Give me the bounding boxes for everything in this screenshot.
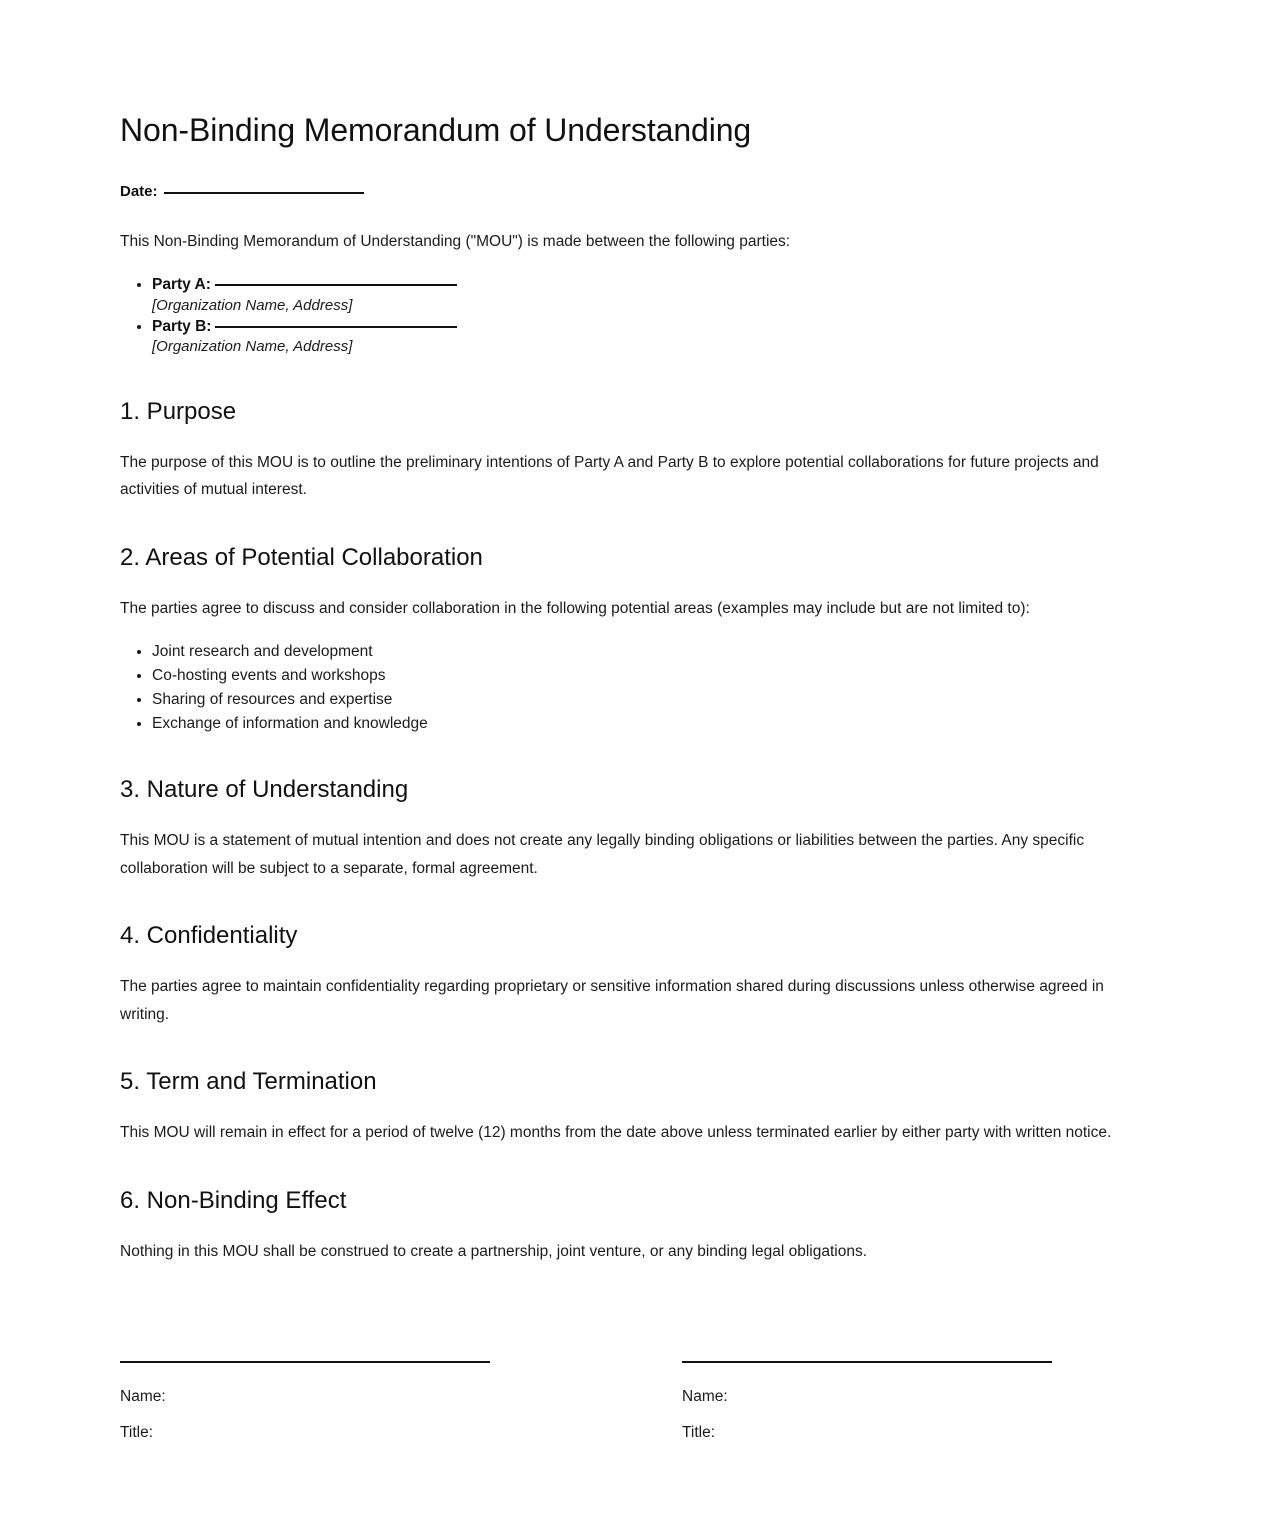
signature-line-left[interactable]	[120, 1361, 490, 1363]
section-heading-areas: 2. Areas of Potential Collaboration	[120, 544, 483, 572]
list-item: • Sharing of resources and expertise	[152, 688, 1133, 712]
date-label: Date:	[120, 182, 158, 200]
section-body-nonbinding: Nothing in this MOU shall be construed to create a partnership, joint venture, or any binding legal obligations.	[120, 1242, 868, 1260]
party-b-label: Party B:	[152, 317, 212, 335]
list-item	[152, 275, 1133, 317]
section-body-purpose: The purpose of this MOU is to outline the preliminary intentions of Party A and Party B to explore potential collaborations for future projects and activities of mutual interest.	[120, 453, 1099, 499]
section-body-confidentiality: The parties agree to maintain confidentiality regarding proprietary or sensitive information shared during discussions unless otherwise agreed in writing.	[120, 978, 1104, 1023]
signature-line-right[interactable]	[682, 1361, 1052, 1363]
signature-title-label-right: Title:	[682, 1423, 716, 1441]
party-a-blank-rule[interactable]	[215, 284, 457, 286]
party-b-blank-rule[interactable]	[215, 326, 457, 328]
signature-block-right	[682, 1361, 1052, 1440]
list-item	[152, 317, 1133, 359]
party-b-placeholder: [Organization Name, Address]	[152, 338, 353, 356]
parties-list	[120, 275, 1133, 358]
page-title: Non-Binding Memorandum of Understanding	[120, 112, 752, 148]
party-a-placeholder: [Organization Name, Address]	[152, 296, 353, 314]
section-body-term: This MOU will remain in effect for a period of twelve (12) months from the date above unless terminated earlier by either party with written notice.	[120, 1124, 1112, 1142]
intro-paragraph: This Non-Binding Memorandum of Understanding ("MOU") is made between the following parties:	[120, 232, 791, 250]
section-heading-nature: 3. Nature of Understanding	[120, 776, 409, 804]
signature-name-label-left: Name:	[120, 1388, 166, 1406]
signature-name-label-right: Name:	[682, 1388, 728, 1406]
party-a-label: Party A:	[152, 275, 211, 293]
date-blank-rule[interactable]	[164, 192, 364, 194]
section-heading-purpose: 1. Purpose	[120, 398, 237, 426]
list-item: • Co-hosting events and workshops	[152, 664, 1133, 688]
section-heading-confidentiality: 4. Confidentiality	[120, 922, 298, 950]
section-body-nature: This MOU is a statement of mutual intention and does not create any legally binding obligations or liabilities between the parties. Any specific collaboration will be subject to a separate, formal agreement.	[120, 832, 1085, 877]
section-heading-nonbinding: 6. Non-Binding Effect	[120, 1186, 347, 1214]
signature-area	[120, 1361, 1133, 1440]
date-field-row	[120, 183, 1133, 200]
list-item: • Exchange of information and knowledge	[152, 712, 1133, 736]
signature-block-left	[120, 1361, 490, 1440]
section-body-areas: The parties agree to discuss and consider collaboration in the following potential areas (examples may include but are not limited to):	[120, 599, 1030, 617]
list-item: • Joint research and development	[152, 640, 1133, 664]
signature-title-label-left: Title:	[120, 1423, 154, 1441]
areas-list	[120, 640, 1133, 736]
section-heading-term: 5. Term and Termination	[120, 1068, 377, 1096]
